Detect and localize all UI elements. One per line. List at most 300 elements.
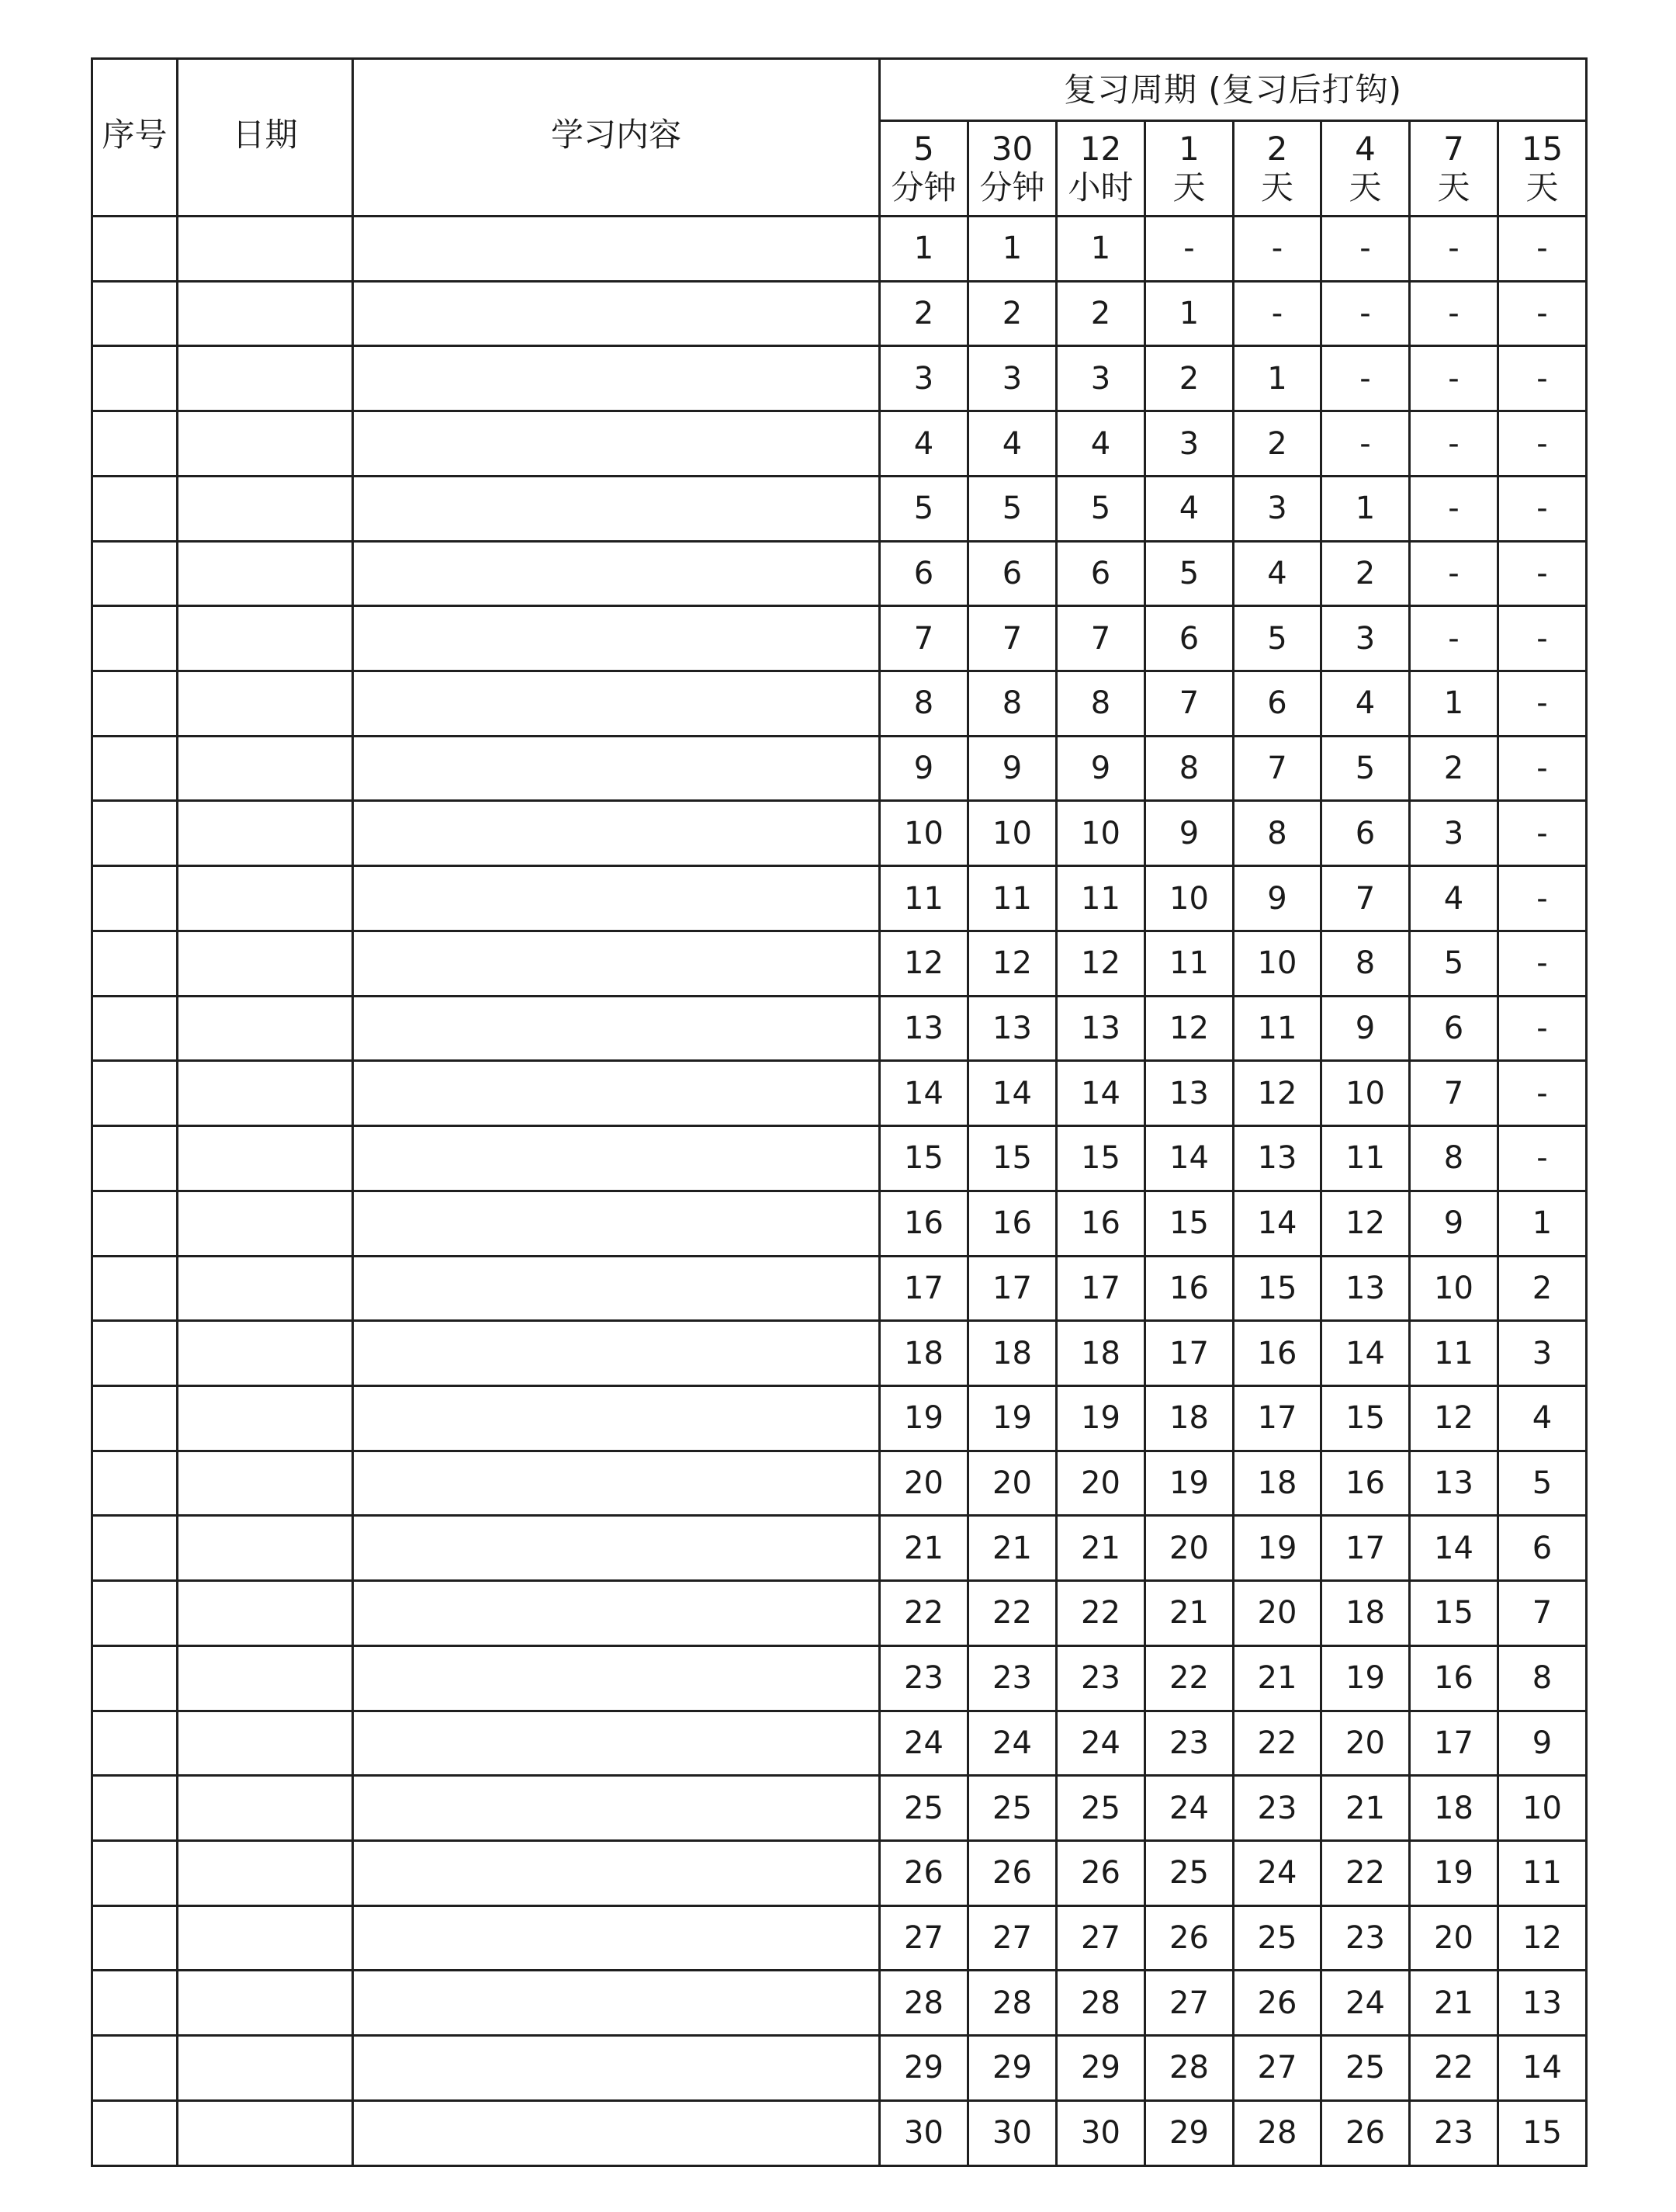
content-cell[interactable] [353, 1645, 880, 1711]
review-day-cell[interactable]: 29 [1057, 2036, 1145, 2101]
content-cell[interactable] [353, 1711, 880, 1776]
review-day-cell[interactable]: 14 [1321, 1321, 1410, 1386]
review-day-cell[interactable]: 15 [968, 1126, 1057, 1191]
review-day-cell[interactable]: 26 [968, 1840, 1057, 1905]
review-day-cell[interactable]: 24 [1145, 1776, 1234, 1841]
review-day-cell[interactable]: 18 [1057, 1321, 1145, 1386]
content-cell[interactable] [353, 1581, 880, 1646]
review-day-cell[interactable]: 12 [1321, 1191, 1410, 1256]
review-day-cell[interactable]: 28 [1057, 1971, 1145, 2036]
review-day-cell[interactable]: - [1321, 281, 1410, 346]
review-day-cell[interactable]: - [1498, 801, 1587, 866]
review-day-cell[interactable]: 16 [1057, 1191, 1145, 1256]
review-day-cell[interactable]: 25 [880, 1776, 968, 1841]
review-day-cell[interactable]: 10 [880, 801, 968, 866]
review-day-cell[interactable]: 11 [1234, 996, 1321, 1061]
content-cell[interactable] [353, 801, 880, 866]
review-day-cell[interactable]: 13 [1057, 996, 1145, 1061]
index-cell[interactable] [92, 476, 178, 541]
review-day-cell[interactable]: 15 [1321, 1385, 1410, 1451]
review-day-cell[interactable]: 23 [880, 1645, 968, 1711]
review-day-cell[interactable]: 18 [880, 1321, 968, 1386]
review-day-cell[interactable]: 1 [1498, 1191, 1587, 1256]
review-day-cell[interactable]: 11 [880, 866, 968, 931]
date-cell[interactable] [178, 1516, 353, 1581]
index-cell[interactable] [92, 1581, 178, 1646]
review-day-cell[interactable]: - [1498, 866, 1587, 931]
review-day-cell[interactable]: 1 [1410, 671, 1498, 737]
content-cell[interactable] [353, 931, 880, 996]
review-day-cell[interactable]: 19 [1145, 1451, 1234, 1516]
review-day-cell[interactable]: 5 [1410, 931, 1498, 996]
review-day-cell[interactable]: 3 [1498, 1321, 1587, 1386]
review-day-cell[interactable]: 22 [880, 1581, 968, 1646]
content-cell[interactable] [353, 1971, 880, 2036]
review-day-cell[interactable]: - [1498, 606, 1587, 671]
index-cell[interactable] [92, 1776, 178, 1841]
review-day-cell[interactable]: 14 [968, 1061, 1057, 1126]
review-day-cell[interactable]: 29 [1145, 2100, 1234, 2165]
review-day-cell[interactable]: 14 [1410, 1516, 1498, 1581]
date-cell[interactable] [178, 541, 353, 606]
review-day-cell[interactable]: 11 [1057, 866, 1145, 931]
review-day-cell[interactable]: - [1498, 736, 1587, 801]
review-day-cell[interactable]: 26 [880, 1840, 968, 1905]
review-day-cell[interactable]: 2 [880, 281, 968, 346]
review-day-cell[interactable]: 8 [880, 671, 968, 737]
index-cell[interactable] [92, 1126, 178, 1191]
review-day-cell[interactable]: - [1410, 411, 1498, 477]
review-day-cell[interactable]: 6 [1234, 671, 1321, 737]
review-day-cell[interactable]: - [1410, 541, 1498, 606]
review-day-cell[interactable]: 7 [968, 606, 1057, 671]
content-cell[interactable] [353, 1256, 880, 1321]
review-day-cell[interactable]: 20 [1145, 1516, 1234, 1581]
review-day-cell[interactable]: 17 [1057, 1256, 1145, 1321]
review-day-cell[interactable]: 7 [1410, 1061, 1498, 1126]
review-day-cell[interactable]: 25 [1057, 1776, 1145, 1841]
review-day-cell[interactable]: 20 [1234, 1581, 1321, 1646]
review-day-cell[interactable]: 6 [1498, 1516, 1587, 1581]
review-day-cell[interactable]: 24 [968, 1711, 1057, 1776]
review-day-cell[interactable]: 13 [1234, 1126, 1321, 1191]
review-day-cell[interactable]: - [1498, 996, 1587, 1061]
review-day-cell[interactable]: 3 [880, 346, 968, 411]
review-day-cell[interactable]: 12 [1410, 1385, 1498, 1451]
date-cell[interactable] [178, 1711, 353, 1776]
review-day-cell[interactable]: 25 [1321, 2036, 1410, 2101]
index-cell[interactable] [92, 671, 178, 737]
review-day-cell[interactable]: 14 [1498, 2036, 1587, 2101]
date-cell[interactable] [178, 931, 353, 996]
index-cell[interactable] [92, 736, 178, 801]
date-cell[interactable] [178, 606, 353, 671]
review-day-cell[interactable]: 23 [1410, 2100, 1498, 2165]
content-cell[interactable] [353, 1061, 880, 1126]
index-cell[interactable] [92, 606, 178, 671]
review-day-cell[interactable]: - [1498, 217, 1587, 282]
review-day-cell[interactable]: 18 [1321, 1581, 1410, 1646]
review-day-cell[interactable]: 12 [968, 931, 1057, 996]
date-cell[interactable] [178, 1321, 353, 1386]
review-day-cell[interactable]: 21 [1234, 1645, 1321, 1711]
review-day-cell[interactable]: 13 [1321, 1256, 1410, 1321]
index-cell[interactable] [92, 1516, 178, 1581]
review-day-cell[interactable]: 4 [1321, 671, 1410, 737]
review-day-cell[interactable]: 26 [1321, 2100, 1410, 2165]
review-day-cell[interactable]: 3 [1234, 476, 1321, 541]
review-day-cell[interactable]: 15 [1498, 2100, 1587, 2165]
date-cell[interactable] [178, 1061, 353, 1126]
review-day-cell[interactable]: 22 [1145, 1645, 1234, 1711]
index-cell[interactable] [92, 1451, 178, 1516]
review-day-cell[interactable]: 15 [1410, 1581, 1498, 1646]
review-day-cell[interactable]: 16 [1410, 1645, 1498, 1711]
review-day-cell[interactable]: 28 [880, 1971, 968, 2036]
review-day-cell[interactable]: 30 [1057, 2100, 1145, 2165]
review-day-cell[interactable]: - [1498, 541, 1587, 606]
review-day-cell[interactable]: 23 [1234, 1776, 1321, 1841]
index-cell[interactable] [92, 1256, 178, 1321]
review-day-cell[interactable]: 19 [1057, 1385, 1145, 1451]
review-day-cell[interactable]: 27 [880, 1905, 968, 1971]
review-day-cell[interactable]: 8 [968, 671, 1057, 737]
review-day-cell[interactable]: 7 [1321, 866, 1410, 931]
review-day-cell[interactable]: - [1410, 346, 1498, 411]
review-day-cell[interactable]: 15 [1057, 1126, 1145, 1191]
content-cell[interactable] [353, 411, 880, 477]
review-day-cell[interactable]: 6 [1410, 996, 1498, 1061]
review-day-cell[interactable]: 14 [1057, 1061, 1145, 1126]
index-cell[interactable] [92, 2100, 178, 2165]
review-day-cell[interactable]: 3 [1321, 606, 1410, 671]
content-cell[interactable] [353, 736, 880, 801]
review-day-cell[interactable]: 22 [968, 1581, 1057, 1646]
index-cell[interactable] [92, 866, 178, 931]
review-day-cell[interactable]: 9 [1057, 736, 1145, 801]
review-day-cell[interactable]: 13 [968, 996, 1057, 1061]
date-cell[interactable] [178, 866, 353, 931]
review-day-cell[interactable]: 10 [1145, 866, 1234, 931]
review-day-cell[interactable]: 14 [1145, 1126, 1234, 1191]
review-day-cell[interactable]: 4 [1410, 866, 1498, 931]
content-cell[interactable] [353, 281, 880, 346]
review-day-cell[interactable]: 20 [1321, 1711, 1410, 1776]
review-day-cell[interactable]: 3 [1057, 346, 1145, 411]
review-day-cell[interactable]: 3 [1145, 411, 1234, 477]
index-cell[interactable] [92, 1645, 178, 1711]
content-cell[interactable] [353, 606, 880, 671]
date-cell[interactable] [178, 801, 353, 866]
review-day-cell[interactable]: 22 [1234, 1711, 1321, 1776]
review-day-cell[interactable]: 12 [1145, 996, 1234, 1061]
date-cell[interactable] [178, 1191, 353, 1256]
review-day-cell[interactable]: - [1234, 281, 1321, 346]
date-cell[interactable] [178, 671, 353, 737]
review-day-cell[interactable]: - [1498, 281, 1587, 346]
review-day-cell[interactable]: 27 [1234, 2036, 1321, 2101]
review-day-cell[interactable]: 28 [968, 1971, 1057, 2036]
content-cell[interactable] [353, 671, 880, 737]
date-cell[interactable] [178, 1451, 353, 1516]
review-day-cell[interactable]: 4 [968, 411, 1057, 477]
index-cell[interactable] [92, 1321, 178, 1386]
index-cell[interactable] [92, 541, 178, 606]
index-cell[interactable] [92, 411, 178, 477]
review-day-cell[interactable]: 6 [968, 541, 1057, 606]
date-cell[interactable] [178, 1905, 353, 1971]
review-day-cell[interactable]: 7 [1057, 606, 1145, 671]
date-cell[interactable] [178, 1645, 353, 1711]
date-cell[interactable] [178, 1385, 353, 1451]
review-day-cell[interactable]: 2 [968, 281, 1057, 346]
review-day-cell[interactable]: 15 [880, 1126, 968, 1191]
content-cell[interactable] [353, 217, 880, 282]
review-day-cell[interactable]: 5 [1321, 736, 1410, 801]
content-cell[interactable] [353, 866, 880, 931]
review-day-cell[interactable]: 25 [1145, 1840, 1234, 1905]
index-cell[interactable] [92, 1191, 178, 1256]
index-cell[interactable] [92, 931, 178, 996]
review-day-cell[interactable]: 2 [1234, 411, 1321, 477]
content-cell[interactable] [353, 1776, 880, 1841]
review-day-cell[interactable]: 17 [1234, 1385, 1321, 1451]
review-day-cell[interactable]: 13 [880, 996, 968, 1061]
review-day-cell[interactable]: - [1234, 217, 1321, 282]
review-day-cell[interactable]: 9 [1321, 996, 1410, 1061]
review-day-cell[interactable]: 22 [1057, 1581, 1145, 1646]
date-cell[interactable] [178, 281, 353, 346]
review-day-cell[interactable]: 18 [968, 1321, 1057, 1386]
review-day-cell[interactable]: 14 [1234, 1191, 1321, 1256]
review-day-cell[interactable]: 17 [1145, 1321, 1234, 1386]
review-day-cell[interactable]: 23 [1057, 1645, 1145, 1711]
review-day-cell[interactable]: 19 [968, 1385, 1057, 1451]
index-cell[interactable] [92, 281, 178, 346]
review-day-cell[interactable]: 17 [968, 1256, 1057, 1321]
review-day-cell[interactable]: 21 [880, 1516, 968, 1581]
review-day-cell[interactable]: 26 [1057, 1840, 1145, 1905]
review-day-cell[interactable]: 25 [1234, 1905, 1321, 1971]
content-cell[interactable] [353, 1451, 880, 1516]
review-day-cell[interactable]: 25 [968, 1776, 1057, 1841]
review-day-cell[interactable]: 1 [880, 217, 968, 282]
review-day-cell[interactable]: 1 [1145, 281, 1234, 346]
review-day-cell[interactable]: 19 [1321, 1645, 1410, 1711]
review-day-cell[interactable]: 4 [1057, 411, 1145, 477]
review-day-cell[interactable]: 8 [1057, 671, 1145, 737]
review-day-cell[interactable]: 1 [1234, 346, 1321, 411]
date-cell[interactable] [178, 1256, 353, 1321]
review-day-cell[interactable]: 21 [1057, 1516, 1145, 1581]
review-day-cell[interactable]: 26 [1145, 1905, 1234, 1971]
review-day-cell[interactable]: 13 [1145, 1061, 1234, 1126]
review-day-cell[interactable]: 12 [1498, 1905, 1587, 1971]
review-day-cell[interactable]: 26 [1234, 1971, 1321, 2036]
content-cell[interactable] [353, 1385, 880, 1451]
review-day-cell[interactable]: 23 [1145, 1711, 1234, 1776]
review-day-cell[interactable]: - [1410, 217, 1498, 282]
review-day-cell[interactable]: 17 [1321, 1516, 1410, 1581]
review-day-cell[interactable]: 7 [1498, 1581, 1587, 1646]
review-day-cell[interactable]: 10 [1057, 801, 1145, 866]
review-day-cell[interactable]: 16 [968, 1191, 1057, 1256]
review-day-cell[interactable]: 7 [880, 606, 968, 671]
review-day-cell[interactable]: 8 [1410, 1126, 1498, 1191]
date-cell[interactable] [178, 217, 353, 282]
review-day-cell[interactable]: 27 [1145, 1971, 1234, 2036]
date-cell[interactable] [178, 736, 353, 801]
review-day-cell[interactable]: 19 [1234, 1516, 1321, 1581]
review-day-cell[interactable]: 5 [1234, 606, 1321, 671]
review-day-cell[interactable]: 17 [880, 1256, 968, 1321]
review-day-cell[interactable]: - [1410, 476, 1498, 541]
content-cell[interactable] [353, 996, 880, 1061]
review-day-cell[interactable]: 11 [1498, 1840, 1587, 1905]
review-day-cell[interactable]: 4 [1498, 1385, 1587, 1451]
review-day-cell[interactable]: 24 [1234, 1840, 1321, 1905]
review-day-cell[interactable]: 5 [1145, 541, 1234, 606]
date-cell[interactable] [178, 476, 353, 541]
date-cell[interactable] [178, 2100, 353, 2165]
content-cell[interactable] [353, 1516, 880, 1581]
review-day-cell[interactable]: 8 [1498, 1645, 1587, 1711]
review-day-cell[interactable]: 1 [1321, 476, 1410, 541]
review-day-cell[interactable]: 24 [1057, 1711, 1145, 1776]
review-day-cell[interactable]: - [1321, 346, 1410, 411]
review-day-cell[interactable]: - [1410, 281, 1498, 346]
review-day-cell[interactable]: 5 [1057, 476, 1145, 541]
content-cell[interactable] [353, 1321, 880, 1386]
index-cell[interactable] [92, 1385, 178, 1451]
date-cell[interactable] [178, 1581, 353, 1646]
content-cell[interactable] [353, 1191, 880, 1256]
review-day-cell[interactable]: 10 [1234, 931, 1321, 996]
review-day-cell[interactable]: - [1498, 931, 1587, 996]
review-day-cell[interactable]: 29 [880, 2036, 968, 2101]
review-day-cell[interactable]: 9 [880, 736, 968, 801]
review-day-cell[interactable]: 6 [1321, 801, 1410, 866]
content-cell[interactable] [353, 2036, 880, 2101]
index-cell[interactable] [92, 1061, 178, 1126]
index-cell[interactable] [92, 1971, 178, 2036]
review-day-cell[interactable]: 9 [1234, 866, 1321, 931]
index-cell[interactable] [92, 1711, 178, 1776]
review-day-cell[interactable]: 5 [880, 476, 968, 541]
index-cell[interactable] [92, 801, 178, 866]
content-cell[interactable] [353, 541, 880, 606]
date-cell[interactable] [178, 1840, 353, 1905]
review-day-cell[interactable]: 20 [880, 1451, 968, 1516]
review-day-cell[interactable]: 12 [1057, 931, 1145, 996]
content-cell[interactable] [353, 476, 880, 541]
review-day-cell[interactable]: 12 [1234, 1061, 1321, 1126]
review-day-cell[interactable]: 21 [1410, 1971, 1498, 2036]
review-day-cell[interactable]: 2 [1498, 1256, 1587, 1321]
review-day-cell[interactable]: 6 [1145, 606, 1234, 671]
date-cell[interactable] [178, 2036, 353, 2101]
review-day-cell[interactable]: 20 [1057, 1451, 1145, 1516]
content-cell[interactable] [353, 1905, 880, 1971]
review-day-cell[interactable]: 27 [1057, 1905, 1145, 1971]
review-day-cell[interactable]: 21 [1321, 1776, 1410, 1841]
review-day-cell[interactable]: - [1498, 346, 1587, 411]
review-day-cell[interactable]: 5 [968, 476, 1057, 541]
date-cell[interactable] [178, 1126, 353, 1191]
review-day-cell[interactable]: 2 [1321, 541, 1410, 606]
content-cell[interactable] [353, 1126, 880, 1191]
review-day-cell[interactable]: 21 [968, 1516, 1057, 1581]
review-day-cell[interactable]: 3 [968, 346, 1057, 411]
review-day-cell[interactable]: 8 [1321, 931, 1410, 996]
review-day-cell[interactable]: 18 [1410, 1776, 1498, 1841]
review-day-cell[interactable]: 15 [1145, 1191, 1234, 1256]
review-day-cell[interactable]: 9 [1498, 1711, 1587, 1776]
review-day-cell[interactable]: 2 [1410, 736, 1498, 801]
review-day-cell[interactable]: 11 [1410, 1321, 1498, 1386]
review-day-cell[interactable]: 23 [968, 1645, 1057, 1711]
review-day-cell[interactable]: - [1498, 1126, 1587, 1191]
review-day-cell[interactable]: 7 [1145, 671, 1234, 737]
date-cell[interactable] [178, 346, 353, 411]
index-cell[interactable] [92, 1840, 178, 1905]
review-day-cell[interactable]: 30 [968, 2100, 1057, 2165]
review-day-cell[interactable]: 19 [880, 1385, 968, 1451]
review-day-cell[interactable]: 30 [880, 2100, 968, 2165]
review-day-cell[interactable]: 15 [1234, 1256, 1321, 1321]
review-day-cell[interactable]: 8 [1145, 736, 1234, 801]
review-day-cell[interactable]: 1 [1057, 217, 1145, 282]
review-day-cell[interactable]: - [1321, 411, 1410, 477]
review-day-cell[interactable]: 24 [1321, 1971, 1410, 2036]
review-day-cell[interactable]: 12 [880, 931, 968, 996]
review-day-cell[interactable]: 27 [968, 1905, 1057, 1971]
review-day-cell[interactable]: 24 [880, 1711, 968, 1776]
review-day-cell[interactable]: - [1410, 606, 1498, 671]
review-day-cell[interactable]: 28 [1234, 2100, 1321, 2165]
review-day-cell[interactable]: 16 [1234, 1321, 1321, 1386]
review-day-cell[interactable]: 4 [880, 411, 968, 477]
review-day-cell[interactable]: 2 [1057, 281, 1145, 346]
review-day-cell[interactable]: - [1498, 671, 1587, 737]
date-cell[interactable] [178, 996, 353, 1061]
review-day-cell[interactable]: 6 [1057, 541, 1145, 606]
review-day-cell[interactable]: 4 [1234, 541, 1321, 606]
review-day-cell[interactable]: - [1498, 1061, 1587, 1126]
review-day-cell[interactable]: 4 [1145, 476, 1234, 541]
review-day-cell[interactable]: 10 [1498, 1776, 1587, 1841]
review-day-cell[interactable]: 21 [1145, 1581, 1234, 1646]
review-day-cell[interactable]: 3 [1410, 801, 1498, 866]
date-cell[interactable] [178, 411, 353, 477]
review-day-cell[interactable]: 9 [1410, 1191, 1498, 1256]
review-day-cell[interactable]: 11 [968, 866, 1057, 931]
index-cell[interactable] [92, 2036, 178, 2101]
review-day-cell[interactable]: 18 [1234, 1451, 1321, 1516]
review-day-cell[interactable]: 8 [1234, 801, 1321, 866]
review-day-cell[interactable]: 9 [1145, 801, 1234, 866]
review-day-cell[interactable]: 13 [1410, 1451, 1498, 1516]
review-day-cell[interactable]: 20 [968, 1451, 1057, 1516]
review-day-cell[interactable]: 16 [1145, 1256, 1234, 1321]
index-cell[interactable] [92, 1905, 178, 1971]
review-day-cell[interactable]: 11 [1145, 931, 1234, 996]
review-day-cell[interactable]: 10 [1410, 1256, 1498, 1321]
review-day-cell[interactable]: 29 [968, 2036, 1057, 2101]
review-day-cell[interactable]: 14 [880, 1061, 968, 1126]
review-day-cell[interactable]: - [1498, 476, 1587, 541]
review-day-cell[interactable]: 19 [1410, 1840, 1498, 1905]
